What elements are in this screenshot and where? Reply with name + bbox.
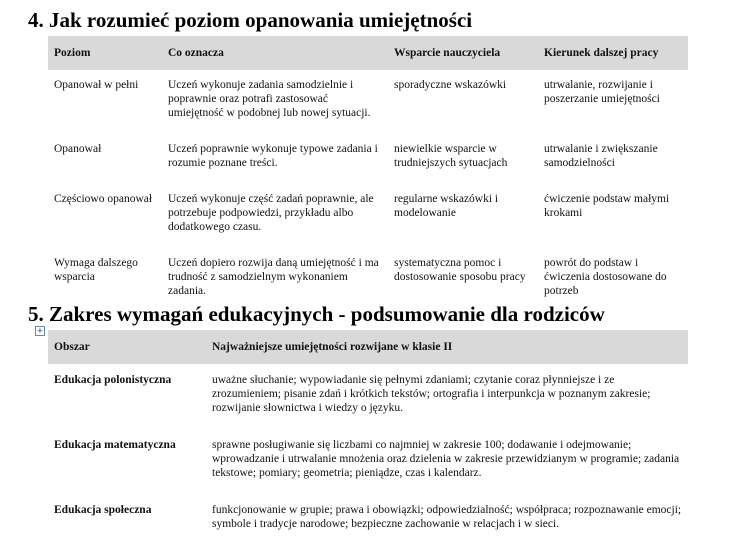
column-header-meaning: Co oznacza — [162, 36, 388, 70]
table-row — [48, 364, 688, 429]
column-header-area: Obszar — [48, 330, 206, 364]
column-header-level: Poziom — [48, 36, 162, 70]
table-row — [48, 429, 688, 494]
table-row — [48, 134, 688, 184]
next-steps-cell: ćwiczenie podstaw małymi krokami — [544, 193, 670, 219]
area-cell: Edukacja polonistyczna — [54, 374, 172, 386]
next-steps-cell: utrwalanie i zwiększanie samodzielności — [544, 143, 658, 169]
table-row — [48, 494, 688, 545]
support-cell: sporadyczne wskazówki — [394, 79, 507, 91]
support-cell: systematyczna pomoc i dostosowanie sposobu pracy — [394, 257, 526, 283]
area-cell: Edukacja społeczna — [54, 504, 152, 516]
column-header-skills: Najważniejsze umiejętności rozwijane w klasie II — [206, 330, 688, 364]
requirements-summary-table — [48, 330, 688, 545]
table-row — [48, 184, 688, 248]
level-cell: Opanował — [54, 143, 102, 155]
support-cell: niewielkie wsparcie w trudniejszych sytuacjach — [394, 143, 508, 169]
meaning-cell: Uczeń wykonuje część zadań poprawnie, ale potrzebuje podpowiedzi, przykładu albo dodatkowego czasu. — [168, 193, 374, 233]
skills-cell: funkcjonowanie w grupie; prawa i obowiązki; odpowiedzialność; współpraca; rozpoznawanie emocji; symbole i tradycje narodowe; bezpieczne zachowanie w relacjach i w sieci. — [212, 504, 682, 530]
table-row — [48, 70, 688, 134]
move-handle-icon[interactable]: + — [36, 326, 44, 335]
next-steps-cell: powrót do podstaw i ćwiczenia dostosowane do potrzeb — [544, 257, 667, 297]
area-cell: Edukacja matematyczna — [54, 439, 176, 451]
proficiency-levels-table — [48, 36, 688, 312]
meaning-cell: Uczeń dopiero rozwija daną umiejętność i ma trudność z samodzielnym wykonaniem zadania. — [168, 257, 379, 297]
next-steps-cell: utrwalanie, rozwijanie i poszerzanie umiejętności — [544, 79, 660, 105]
column-header-teacher-support: Wsparcie nauczyciela — [388, 36, 538, 70]
table-header-row — [48, 330, 688, 364]
level-cell: Opanował w pełni — [54, 79, 139, 91]
level-cell: Wymaga dalszego wsparcia — [54, 257, 138, 283]
level-cell: Częściowo opanował — [54, 193, 153, 205]
skills-cell: sprawne posługiwanie się liczbami co najmniej w zakresie 100; dodawanie i odejmowanie; wprowadzanie i utrwalanie mnożenia oraz dzielenia w zakresie przewidzianym w programie; zadania tekstowe; pomiary; geometria; pieniądze, czas i kalendarz. — [212, 439, 680, 479]
meaning-cell: Uczeń wykonuje zadania samodzielnie i poprawnie oraz potrafi zastosować umiejętność w podobnej lub nowej sytuacji. — [168, 79, 371, 119]
section-4-heading: 4. Jak rozumieć poziom opanowania umiejętności — [28, 8, 473, 32]
meaning-cell: Uczeń poprawnie wykonuje typowe zadania i rozumie poznane treści. — [168, 143, 378, 169]
section-5-heading: 5. Zakres wymagań edukacyjnych - podsumowanie dla rodziców — [28, 302, 605, 326]
table-header-row — [48, 36, 688, 70]
skills-cell: uważne słuchanie; wypowiadanie się pełnymi zdaniami; czytanie coraz płynniejsze i ze zrozumieniem; pisanie zdań i krótkich tekstów; ortografia i interpunkcja w poznanym zakresie; rozwijanie słownictwa i wiedzy o języku. — [212, 374, 651, 414]
column-header-next-steps: Kierunek dalszej pracy — [538, 36, 688, 70]
support-cell: regularne wskazówki i modelowanie — [394, 193, 499, 219]
